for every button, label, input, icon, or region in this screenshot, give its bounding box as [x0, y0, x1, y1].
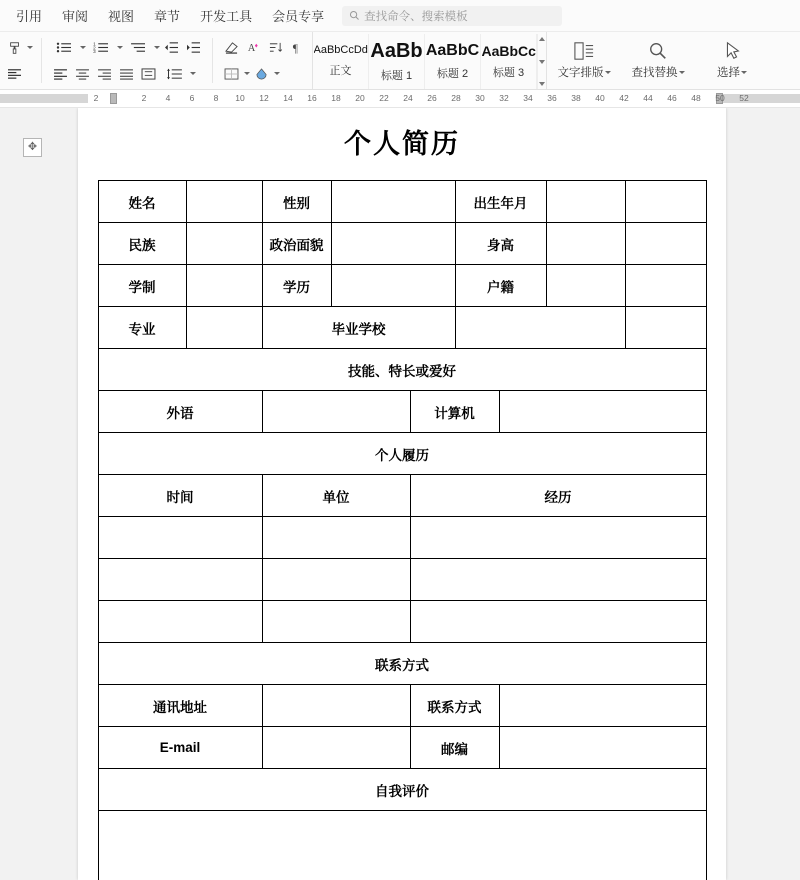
cell-label-political[interactable]: 政治面貌	[262, 223, 331, 265]
move-table-icon[interactable]: ✥	[23, 138, 42, 157]
style-item-heading2[interactable]	[425, 34, 481, 89]
cell-value-residence[interactable]	[546, 265, 625, 307]
ruler-tick: 12	[259, 93, 269, 103]
ruler-tick: 8	[213, 93, 219, 103]
align-left-button[interactable]	[50, 63, 71, 84]
ruler-tick: 14	[283, 93, 293, 103]
command-search-placeholder: 查找命令、搜索模板	[364, 10, 468, 23]
ribbon-group-paragraph	[46, 32, 208, 89]
ruler-tick: 24	[403, 93, 413, 103]
menu-bar	[0, 0, 800, 32]
ruler-tick: 48	[691, 93, 701, 103]
multilevel-list-icon[interactable]	[124, 37, 152, 58]
cell-label-computer[interactable]: 计算机	[410, 391, 499, 433]
borders-caret-icon[interactable]	[244, 72, 250, 75]
ruler-tick: 6	[189, 93, 195, 103]
style-label: 标题 1	[380, 69, 413, 82]
cell-label-address[interactable]: 通讯地址	[98, 685, 262, 727]
ruler-tick: 22	[379, 93, 389, 103]
cell-label-education[interactable]: 学历	[262, 265, 331, 307]
table-row[interactable]	[98, 685, 706, 727]
cell-label-schoolsystem[interactable]: 学制	[98, 265, 186, 307]
sort-icon[interactable]	[265, 37, 286, 58]
menu-view[interactable]: 视图	[108, 9, 135, 24]
cell-label-name[interactable]: 姓名	[98, 181, 186, 223]
find-replace-label: 查找替换	[631, 67, 678, 79]
borders-icon[interactable]	[221, 63, 242, 84]
ribbon-group-clipboard	[0, 32, 37, 89]
line-spacing-caret-icon[interactable]	[190, 72, 196, 75]
cell-value-education[interactable]	[331, 265, 455, 307]
cell-exp-desc[interactable]	[410, 559, 706, 601]
text-layout-button[interactable]	[547, 32, 621, 89]
svg-text:¶: ¶	[292, 43, 298, 54]
menu-references[interactable]: 引用	[16, 9, 43, 24]
ribbon-divider	[41, 38, 42, 83]
cell-photo[interactable]	[625, 181, 706, 223]
cell-value-email[interactable]	[262, 727, 410, 769]
table-row[interactable]	[98, 181, 706, 223]
table-row[interactable]	[98, 349, 706, 391]
table-row[interactable]	[98, 601, 706, 643]
ruler-tick: 44	[643, 93, 653, 103]
style-item-heading3[interactable]	[481, 34, 537, 89]
cell-value-school[interactable]	[455, 307, 625, 349]
cell-label-ethnicity[interactable]: 民族	[98, 223, 186, 265]
numbered-list-caret-icon[interactable]	[117, 46, 123, 49]
svg-text:2: 2	[92, 45, 96, 51]
style-item-heading1[interactable]	[369, 34, 425, 89]
clipboard-caret-icon[interactable]	[27, 46, 33, 49]
text-layout-icon	[573, 41, 595, 61]
ruler-tick: 50	[715, 93, 725, 103]
numbered-list-icon[interactable]	[87, 37, 115, 58]
line-spacing-icon[interactable]	[160, 63, 188, 84]
ruler-tick: 32	[499, 93, 509, 103]
cell-value-gender[interactable]	[331, 181, 455, 223]
bullet-list-icon[interactable]	[50, 37, 78, 58]
cell-value-birth[interactable]	[546, 181, 625, 223]
ruler-tick: 10	[235, 93, 245, 103]
ruler-tick: 30	[475, 93, 485, 103]
format-painter-icon[interactable]	[4, 37, 25, 58]
document-page[interactable]	[78, 108, 726, 880]
command-search-box[interactable]	[342, 6, 562, 26]
cell-self-evaluation-body[interactable]	[98, 811, 706, 880]
ruler-tick: 18	[331, 93, 341, 103]
table-row[interactable]	[98, 223, 706, 265]
cell-label-language[interactable]: 外语	[98, 391, 262, 433]
cell-header-experience[interactable]: 经历	[410, 475, 706, 517]
table-row[interactable]	[98, 727, 706, 769]
multilevel-list-caret-icon[interactable]	[154, 46, 160, 49]
ruler-tick: 40	[595, 93, 605, 103]
shading-icon[interactable]	[251, 63, 272, 84]
style-preview: AaBb	[370, 40, 423, 61]
show-marks-icon[interactable]	[287, 37, 308, 58]
search-icon	[647, 41, 669, 61]
svg-text:3: 3	[92, 49, 96, 54]
cell-label-email[interactable]: E-mail	[98, 727, 262, 769]
ruler-tick: 52	[739, 93, 749, 103]
cell-photo-4[interactable]	[625, 307, 706, 349]
menu-review[interactable]: 审阅	[62, 9, 89, 24]
menu-developer[interactable]: 开发工具	[200, 9, 253, 24]
cell-exp-org[interactable]	[262, 559, 410, 601]
find-replace-button[interactable]	[621, 32, 695, 89]
style-preview: AaBbC	[425, 42, 480, 59]
ruler-tick: 38	[571, 93, 581, 103]
select-button[interactable]	[695, 32, 769, 89]
cell-label-major[interactable]: 专业	[98, 307, 186, 349]
find-replace-caret-icon[interactable]	[679, 71, 685, 74]
cell-photo-2[interactable]	[625, 223, 706, 265]
style-preview: AaBbCcDd	[313, 45, 368, 56]
text-layout-caret-icon[interactable]	[605, 71, 611, 74]
cell-header-time[interactable]: 时间	[98, 475, 262, 517]
decrease-indent-icon[interactable]	[161, 37, 182, 58]
ruler-tick: 2	[141, 93, 147, 103]
style-gallery-scroll[interactable]	[537, 34, 546, 89]
increase-indent-icon[interactable]	[183, 37, 204, 58]
cell-label-birth[interactable]: 出生年月	[455, 181, 546, 223]
search-icon	[349, 10, 360, 21]
table-row[interactable]	[98, 433, 706, 475]
table-row[interactable]	[98, 307, 706, 349]
scroll-down-icon[interactable]	[539, 60, 545, 64]
ruler-tick: 36	[547, 93, 557, 103]
section-self-evaluation[interactable]: 自我评价	[98, 769, 706, 811]
horizontal-ruler[interactable]	[0, 90, 800, 108]
text-layout-label: 文字排版	[557, 67, 604, 79]
cell-label-zip[interactable]: 邮编	[410, 727, 499, 769]
cell-exp-desc[interactable]	[410, 601, 706, 643]
cell-value-name[interactable]	[186, 181, 262, 223]
menu-section[interactable]: 章节	[154, 9, 181, 24]
ruler-tick: 20	[355, 93, 365, 103]
cell-value-height[interactable]	[546, 223, 625, 265]
table-row[interactable]	[98, 769, 706, 811]
section-skills[interactable]: 技能、特长或爱好	[98, 349, 706, 391]
style-label: 正文	[329, 65, 352, 77]
ruler-tick: 4	[165, 93, 171, 103]
cell-exp-time[interactable]	[98, 601, 262, 643]
menu-member[interactable]: 会员专享	[272, 9, 325, 24]
bullet-list-caret-icon[interactable]	[80, 46, 86, 49]
cell-header-organization[interactable]: 单位	[262, 475, 410, 517]
document-canvas[interactable]	[0, 108, 800, 880]
ruler-tick: 2	[93, 93, 99, 103]
ruler-margin-right	[720, 94, 800, 103]
clear-format-icon[interactable]	[221, 37, 242, 58]
align-right-button[interactable]	[94, 63, 115, 84]
cell-value-zip[interactable]	[499, 727, 706, 769]
ruler-tick: 34	[523, 93, 533, 103]
ruler-tick: 46	[667, 93, 677, 103]
cell-label-gender[interactable]: 性别	[262, 181, 331, 223]
cell-value-political[interactable]	[331, 223, 455, 265]
table-row[interactable]	[98, 559, 706, 601]
ruler-tick: 16	[307, 93, 317, 103]
table-row[interactable]	[98, 265, 706, 307]
align-left-icon[interactable]	[4, 63, 25, 84]
cell-value-language[interactable]	[262, 391, 410, 433]
style-label: 标题 2	[436, 67, 469, 80]
style-more-icon[interactable]	[539, 82, 545, 86]
cell-exp-org[interactable]	[262, 601, 410, 643]
table-row[interactable]	[98, 643, 706, 685]
svg-text:1: 1	[92, 41, 96, 47]
table-row[interactable]	[98, 475, 706, 517]
select-caret-icon[interactable]	[741, 71, 747, 74]
section-experience[interactable]: 个人履历	[98, 433, 706, 475]
text-effect-icon[interactable]	[243, 37, 264, 58]
page-title: 个人简历	[344, 129, 460, 160]
cell-value-major[interactable]	[186, 307, 262, 349]
style-label: 标题 3	[492, 66, 525, 79]
cell-value-address[interactable]	[262, 685, 410, 727]
table-row[interactable]	[98, 517, 706, 559]
shading-caret-icon[interactable]	[274, 72, 280, 75]
resume-table[interactable]	[98, 180, 707, 880]
cell-label-school[interactable]: 毕业学校	[262, 307, 455, 349]
cell-value-computer[interactable]	[499, 391, 706, 433]
table-row[interactable]	[98, 811, 706, 880]
cell-label-residence[interactable]: 户籍	[455, 265, 546, 307]
style-item-body[interactable]	[313, 34, 369, 89]
cell-exp-time[interactable]	[98, 517, 262, 559]
ribbon-group-format	[217, 32, 312, 89]
cell-label-height[interactable]: 身高	[455, 223, 546, 265]
ruler-margin-left	[0, 94, 88, 103]
cell-photo-3[interactable]	[625, 265, 706, 307]
style-gallery	[312, 32, 547, 89]
cell-value-contact[interactable]	[499, 685, 706, 727]
table-row[interactable]	[98, 391, 706, 433]
cell-exp-desc[interactable]	[410, 517, 706, 559]
align-justify-button[interactable]	[116, 63, 137, 84]
style-preview: AaBbCc	[481, 43, 536, 58]
cell-value-ethnicity[interactable]	[186, 223, 262, 265]
ruler-tick: 42	[619, 93, 629, 103]
section-contact[interactable]: 联系方式	[98, 643, 706, 685]
cell-value-schoolsystem[interactable]	[186, 265, 262, 307]
canvas-left-margin	[0, 108, 78, 880]
cell-exp-time[interactable]	[98, 559, 262, 601]
ribbon-toolbar	[0, 32, 800, 90]
cell-label-contact[interactable]: 联系方式	[410, 685, 499, 727]
select-label: 选择	[717, 67, 740, 79]
indent-marker-left[interactable]	[110, 93, 117, 104]
ruler-tick: 28	[451, 93, 461, 103]
ruler-tick: 26	[427, 93, 437, 103]
scroll-up-icon[interactable]	[539, 37, 545, 41]
cell-exp-org[interactable]	[262, 517, 410, 559]
cursor-arrow-icon	[721, 41, 743, 61]
align-center-button[interactable]	[72, 63, 93, 84]
svg-text:A: A	[247, 43, 256, 54]
distribute-button[interactable]	[138, 63, 159, 84]
ribbon-divider-2	[212, 38, 213, 83]
